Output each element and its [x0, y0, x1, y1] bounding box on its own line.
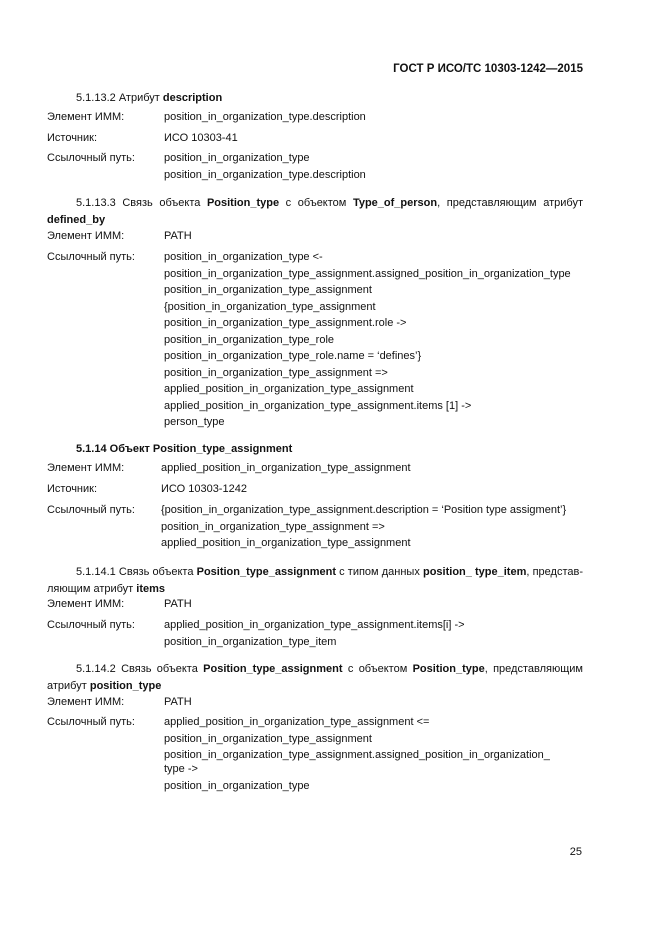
heading-5-1-14-1	[47, 564, 583, 597]
heading-text: с объектом	[279, 197, 353, 209]
heading-text: 5.1.14 Объект Position_type_assignment	[76, 443, 293, 455]
value-element: position_in_organization_type.description	[164, 111, 366, 123]
path-line: position_in_organization_type_assignment.role ->	[164, 317, 407, 329]
page-header-title: ГОСТ Р ИСО/ТС 10303-1242—2015	[393, 63, 583, 75]
heading-text: 5.1.14.1 Связь объекта	[76, 566, 197, 578]
heading-bold-term: Position_type	[206, 197, 280, 209]
label-element: Элемент ИММ:	[47, 696, 125, 708]
path-line: position_in_organization_type_assignment.assigned_position_in_organization_ type ->	[164, 749, 550, 775]
page-number: 25	[569, 846, 582, 858]
heading-text: с объектом	[342, 663, 413, 675]
label-ref-path: Ссылочный путь:	[47, 716, 135, 728]
label-ref-path: Ссылочный путь:	[47, 152, 135, 164]
heading-text: , представляющим атрибут	[47, 566, 583, 595]
label-element: Элемент ИММ:	[47, 598, 125, 610]
value-ref-path	[164, 150, 584, 183]
heading-5-1-14-2	[47, 661, 583, 694]
value-ref-path	[164, 249, 584, 431]
label-element: Элемент ИММ:	[47, 462, 125, 474]
value-ref-path	[164, 714, 559, 795]
heading-bold-term: Position_type_assignment	[196, 566, 336, 578]
path-line: position_in_organization_type.description	[164, 168, 366, 181]
label-ref-path: Ссылочный путь:	[47, 251, 135, 263]
label-ref-path: Ссылочный путь:	[47, 619, 135, 631]
label-element: Элемент ИММ:	[47, 230, 125, 242]
path-line: position_in_organization_type_role	[164, 333, 335, 346]
heading-bold-term: position_ type_item	[422, 566, 527, 578]
heading-text: 5.1.14.2 Связь объекта	[76, 663, 204, 675]
heading-bold-term: defined_by	[47, 213, 106, 226]
value-ref-path	[164, 617, 584, 650]
label-source: Источник:	[47, 132, 98, 144]
value-source: ИСО 10303-1242	[161, 483, 247, 495]
path-line: applied_position_in_organization_type_assignment	[164, 383, 414, 395]
value-source: ИСО 10303-41	[164, 132, 238, 144]
path-line: applied_position_in_organization_type_assignment.items [1] ->	[164, 399, 472, 412]
heading-text: , представляющим атрибут	[47, 663, 583, 692]
heading-5-1-13-2	[47, 90, 583, 107]
heading-text: , представляющим атрибут	[437, 197, 583, 209]
path-line: applied_position_in_organization_type_assignment <=	[164, 716, 430, 728]
heading-bold-term: Position_type_assignment	[203, 663, 343, 675]
label-element: Элемент ИММ:	[47, 111, 125, 123]
value-element: PATH	[164, 230, 192, 242]
heading-text: 5.1.13.3 Связь объекта	[76, 197, 207, 209]
path-line: {position_in_organization_type_assignment	[164, 300, 376, 313]
value-ref-path	[161, 502, 581, 552]
value-element: PATH	[164, 598, 192, 610]
heading-bold-term: Position_type	[412, 663, 485, 675]
heading-bold-term: Type_of_person	[352, 197, 438, 209]
value-element: applied_position_in_organization_type_assignment	[161, 462, 411, 474]
path-line: {position_in_organization_type_assignment.description = ‘Position type assigment’}	[161, 504, 567, 516]
path-line: position_in_organization_type <-	[164, 251, 323, 263]
heading-text: с типом данных	[335, 566, 423, 578]
path-line: position_in_organization_type_assignment =>	[164, 366, 388, 379]
path-line: position_in_organization_type_assignment	[164, 732, 372, 745]
path-line: position_in_organization_type	[164, 152, 310, 164]
heading-bold-term: items	[136, 582, 166, 595]
heading-5-1-13-3	[47, 195, 583, 228]
path-line: position_in_organization_type_role.name = ‘defines’}	[164, 350, 422, 362]
heading-text: 5.1.13.2 Атрибут	[76, 92, 163, 104]
heading-bold-term: description	[162, 92, 223, 104]
path-line: applied_position_in_organization_type_assignment	[161, 537, 411, 549]
path-line: person_type	[164, 416, 225, 428]
path-line: applied_position_in_organization_type_assignment.items[i] ->	[164, 619, 465, 631]
heading-bold-term: position_type	[89, 679, 162, 692]
path-line: position_in_organization_type	[164, 780, 310, 792]
heading-5-1-14	[47, 441, 583, 458]
path-line: position_in_organization_type_assignment =>	[161, 520, 385, 533]
label-ref-path: Ссылочный путь:	[47, 504, 135, 516]
label-source: Источник:	[47, 483, 98, 495]
value-element: PATH	[164, 696, 192, 708]
path-line: position_in_organization_type_item	[164, 635, 337, 648]
path-line: position_in_organization_type_assignment.assigned_position_in_organization_type	[164, 267, 571, 280]
path-line: position_in_organization_type_assignment	[164, 284, 372, 296]
